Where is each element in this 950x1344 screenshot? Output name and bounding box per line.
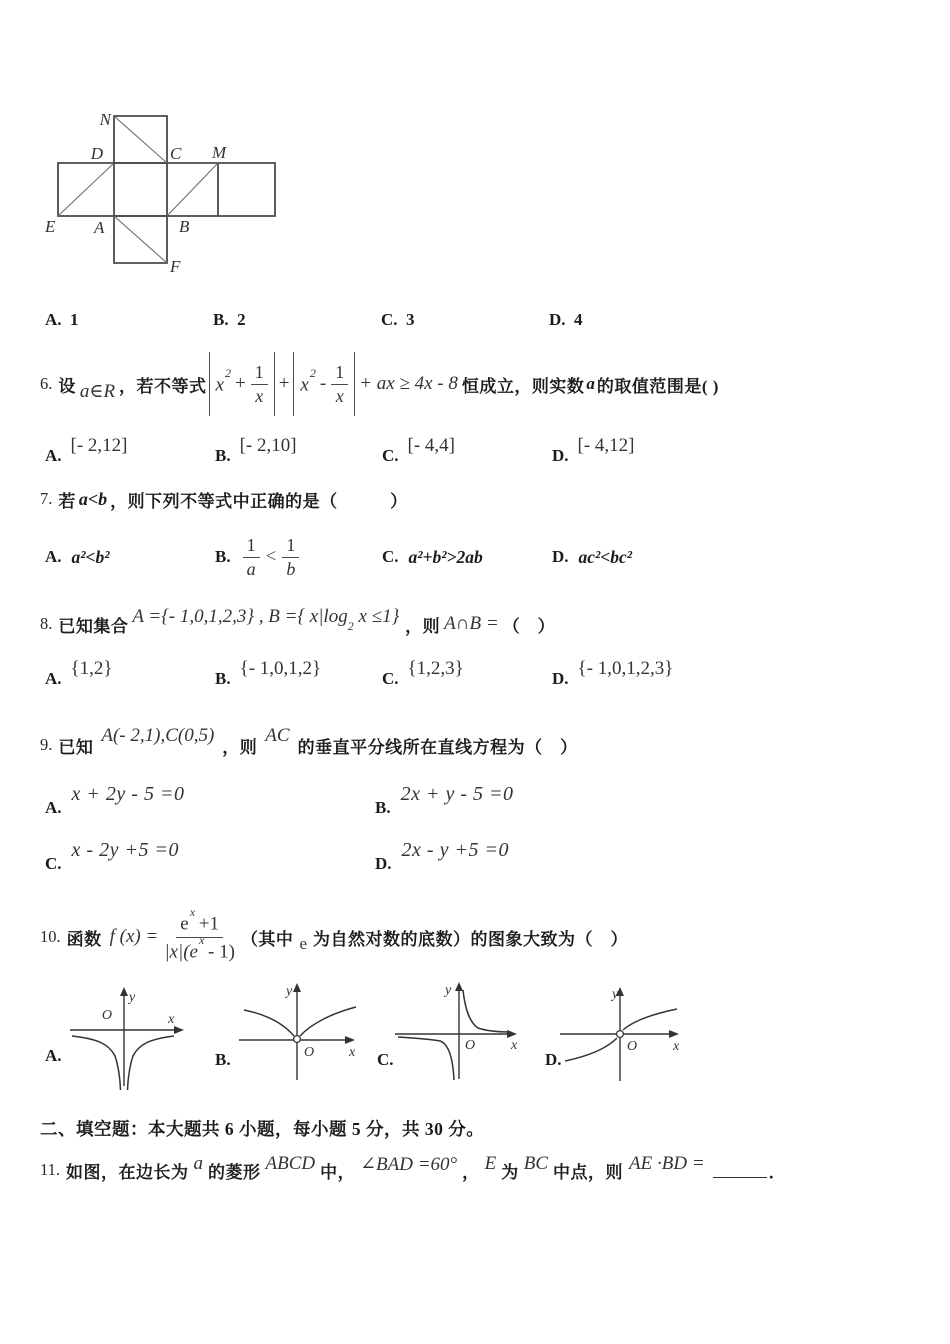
question-number: 7. (40, 489, 53, 508)
option-value: [- 4,12] (577, 435, 635, 456)
set-definition: A ={- 1,0,1,2,3} , B ={ $x|\log_2$ x ≤1} (132, 605, 400, 634)
question-text: 中， (320, 1162, 356, 1182)
question-number: 10. (40, 927, 61, 946)
q8-option-b (215, 658, 322, 690)
origin-label: O (101, 1008, 112, 1023)
q8-option-c (382, 658, 464, 690)
fraction-1-over-b: $\frac{1}{b}$ (282, 536, 299, 579)
option-key: C. (382, 446, 399, 465)
q9-option-d (375, 839, 509, 875)
question-text: ，则 (222, 737, 258, 757)
option-key: D. (552, 547, 569, 566)
option-value: {1,2} (70, 658, 113, 679)
curve-lower-left (565, 1038, 617, 1061)
segment-AC: AC (265, 725, 290, 746)
graph-a-key: A. (45, 1046, 62, 1065)
question-text: 已知集合 (58, 616, 129, 636)
open-circle-origin (294, 1036, 301, 1043)
q5-option-d (549, 310, 583, 330)
graph-d-svg (557, 986, 682, 1084)
option-key: A. (45, 547, 62, 566)
q9-option-c (45, 839, 179, 875)
option-key: C. (382, 547, 399, 566)
vertex-label-A: A (94, 218, 105, 237)
option-key: C. (382, 669, 399, 688)
graph-b-key: B. (215, 1050, 231, 1069)
x-axis-label: x (673, 1039, 680, 1054)
inequality-tail: + ax ≥ 4x - 8 (359, 373, 458, 394)
curve-lower-left-branch (398, 1037, 454, 1080)
math-e: e (299, 934, 307, 953)
curve-upper-right (623, 1009, 677, 1030)
diagonal-ED (58, 163, 114, 216)
origin-label: O (627, 1039, 638, 1054)
fraction-1-over-a: $\frac{1}{a}$ (243, 536, 260, 579)
option-value: {- 1,0,1,2} (239, 658, 322, 679)
math-side-length-a: a (193, 1153, 204, 1174)
operator-plus: + (278, 373, 290, 394)
q5-option-b (213, 310, 246, 330)
option-key: B. (215, 547, 231, 566)
option-value: ac²<bc² (578, 546, 633, 567)
q6-option-a (45, 435, 128, 467)
graph-d-key: D. (545, 1050, 562, 1069)
question-number: 11. (40, 1160, 61, 1179)
q7-option-a (45, 528, 110, 586)
math-f-of-x: f (x) = (109, 926, 159, 947)
q8-option-a (45, 658, 113, 690)
curve-upper-right-branch (463, 990, 511, 1032)
q5-option-a (45, 310, 79, 330)
question-10 (40, 897, 628, 977)
curve-left-arm (244, 1010, 294, 1036)
vertex-label-M: M (212, 143, 227, 162)
option-value: 4 (574, 310, 583, 329)
y-axis-label: y (612, 987, 619, 1002)
y-arrow-icon (455, 982, 463, 991)
question-text: 若 (58, 491, 76, 511)
question-8 (40, 600, 555, 648)
vertex-label-E: E (45, 217, 56, 236)
curve-right-branch (128, 1036, 175, 1090)
question-text: 恒成立，则实数 (461, 376, 585, 396)
math-segment-BC: BC (523, 1153, 549, 1174)
vertex-label-B: B (179, 217, 190, 236)
fraction-1-over-x: $\frac{1}{x}$ (331, 363, 348, 406)
x-arrow-icon (507, 1030, 517, 1038)
option-key: A. (45, 446, 62, 465)
vertex-label-N: N (99, 110, 111, 129)
math-a-lt-b: a<b (78, 488, 108, 509)
q6-option-c (382, 435, 456, 467)
option-key: C. (45, 854, 62, 873)
math-angle-BAD: ∠BAD =60° (360, 1153, 458, 1175)
x-arrow-icon (669, 1030, 679, 1038)
q10-fraction (164, 905, 235, 962)
answer-blank (713, 1162, 767, 1178)
question-text: ，若不等式 (119, 376, 207, 396)
question-number: 9. (40, 735, 53, 754)
option-key: B. (215, 669, 231, 688)
y-arrow-icon (120, 987, 128, 996)
math-x: $x^2$ (215, 365, 231, 396)
fraction-numerator: $e^x +1$ (176, 912, 223, 937)
question-text: 函数 (66, 929, 102, 949)
option-key: D. (552, 669, 569, 688)
curve-left-branch (72, 1036, 121, 1090)
option-key: A. (45, 310, 62, 329)
graph-a-svg (68, 986, 188, 1092)
question-text: 中点，则 (553, 1162, 624, 1182)
option-key: D. (549, 310, 566, 329)
q7-option-c (382, 528, 483, 586)
net-strip-dividers (114, 163, 218, 216)
vertex-label-C: C (170, 144, 182, 163)
option-value: a²<b² (71, 546, 110, 567)
x-arrow-icon (174, 1026, 184, 1034)
question-text: 的菱形 (208, 1162, 261, 1182)
vertex-label-D: D (90, 144, 103, 163)
operator: - (319, 373, 327, 394)
question-11 (40, 1148, 786, 1192)
q9-option-b (375, 783, 514, 819)
y-axis-label: y (286, 984, 293, 999)
x-axis-label: x (168, 1012, 175, 1027)
question-text: ，则 (405, 616, 441, 636)
option-key: D. (375, 854, 392, 873)
curve-right-arm (300, 1007, 356, 1036)
option-value: [- 2,10] (239, 435, 297, 456)
option-value: 1 (70, 310, 79, 329)
option-value: a²+b²>2ab (408, 546, 483, 567)
question-number: 6. (40, 374, 53, 393)
option-key: A. (45, 669, 62, 688)
q5-option-c (381, 310, 415, 330)
option-value: [- 4,4] (407, 435, 456, 456)
q7-option-d (552, 528, 632, 586)
y-axis-label: y (445, 983, 452, 998)
q7-option-b (215, 528, 299, 586)
x-axis-label: x (349, 1045, 356, 1060)
math-a-in-R: a∈R (79, 380, 116, 402)
operator-lt: < (265, 546, 277, 567)
question-text: 的取值范围是( ) (596, 376, 719, 396)
origin-label: O (304, 1045, 315, 1060)
option-value: 2x + y - 5 =0 (400, 783, 514, 805)
question-text: （ ） (502, 616, 556, 636)
question-text: 如图，在边长为 (66, 1162, 189, 1182)
option-key: C. (381, 310, 398, 329)
y-axis-label: y (129, 990, 136, 1005)
open-circle-origin (617, 1031, 624, 1038)
diagonal-AF (114, 216, 167, 263)
q9-option-a (45, 783, 185, 819)
cube-net-figure (43, 95, 288, 295)
math-AE-dot-BD: AE ·BD = (629, 1153, 705, 1174)
diagonal-NC (114, 116, 167, 163)
question-6 (40, 348, 719, 420)
option-key: D. (552, 446, 569, 465)
question-number: 8. (40, 614, 53, 633)
question-text: 的垂直平分线所在直线方程为（ ） (297, 737, 578, 757)
y-arrow-icon (293, 983, 301, 992)
math-point-E: E (484, 1153, 497, 1174)
question-text: ，则下列不等式中正确的是（ ） (110, 491, 408, 511)
origin-label: O (465, 1038, 476, 1053)
x-axis-label: x (511, 1038, 518, 1053)
graph-b-svg (236, 983, 361, 1083)
option-value: x + 2y - 5 =0 (71, 783, 185, 805)
math-a: a (586, 374, 595, 393)
graph-c-key: C. (377, 1050, 394, 1069)
question-text: 设 (58, 376, 76, 396)
fraction-1-over-x: $\frac{1}{x}$ (251, 363, 268, 406)
question-text: ， (462, 1162, 480, 1182)
option-key: B. (375, 798, 391, 817)
points-A-C: A(- 2,1),C(0,5) (101, 725, 215, 746)
x-arrow-icon (345, 1036, 355, 1044)
q8-option-d (552, 658, 674, 690)
question-9 (40, 722, 578, 768)
operator: + (234, 373, 246, 394)
option-key: B. (213, 310, 229, 329)
option-value: {1,2,3} (407, 658, 464, 679)
option-value: x - 2y +5 =0 (71, 839, 179, 861)
option-value: 2x - y +5 =0 (401, 839, 509, 861)
question-text: 已知 (58, 737, 94, 757)
vertex-label-F: F (170, 257, 181, 276)
graph-c-svg (392, 982, 520, 1082)
q6-option-d (552, 435, 635, 467)
math-x: $x^2$ (300, 365, 316, 396)
option-value: {- 1,0,1,2,3} (577, 658, 674, 679)
math-rhombus-ABCD: ABCD (265, 1153, 316, 1174)
question-text: 为 (501, 1162, 519, 1182)
math-A-cap-B: A∩B = (444, 613, 499, 634)
q6-option-b (215, 435, 297, 467)
option-value: 3 (406, 310, 415, 329)
question-text: （其中 (240, 929, 294, 949)
diagonal-BM (167, 163, 218, 216)
question-7 (40, 486, 408, 512)
abs-term-2 (293, 352, 355, 416)
abs-term-1 (209, 352, 275, 416)
option-value: 2 (237, 310, 246, 329)
question-text: 为自然对数的底数）的图象大致为（ ） (312, 929, 628, 949)
section-2-header: 二、填空题：本大题共 6 小题，每小题 5 分，共 30 分。 (40, 1119, 485, 1139)
q6-inequality-formula (209, 352, 458, 416)
option-key: A. (45, 798, 62, 817)
option-value: [- 2,12] (70, 435, 128, 456)
fraction-denominator: $|x|(e^x - 1)$ (164, 932, 235, 962)
option-key: B. (215, 446, 231, 465)
question-text: ． (768, 1162, 787, 1182)
